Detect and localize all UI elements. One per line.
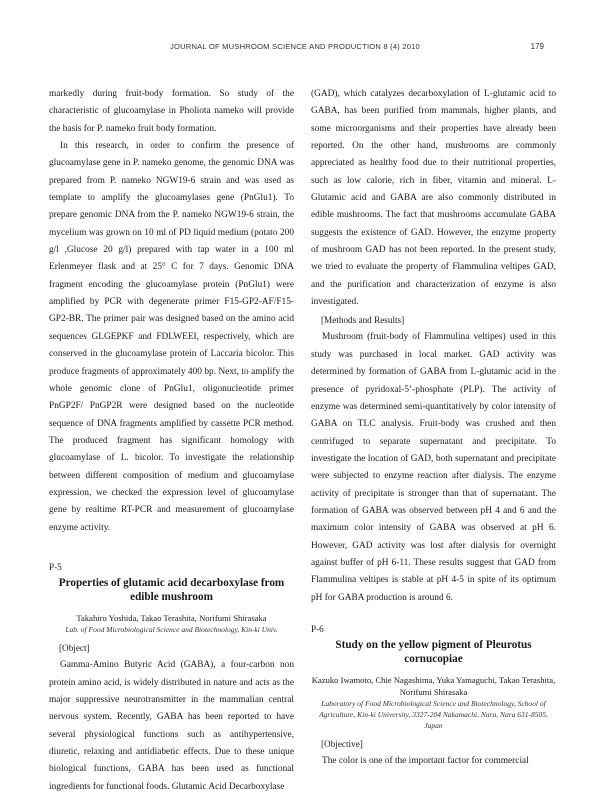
affiliation-p6: Laboratory of Food Microbiological Science and Biotechnology, School of Agriculture, Kin-ki University, 3327-204 Nakamachi, Nara, Nara 631-8505, Japan xyxy=(319,699,548,731)
objective-text: The color is one of the important factor for commercial xyxy=(322,756,529,767)
abstract-title-p5: Properties of glutamic acid decarboxylase from edible mushroom xyxy=(58,577,285,604)
affiliation-p5: Lab. of Food Microbiological Science and Biotechnology, Kin-ki Univ. xyxy=(65,625,278,635)
objective-heading: [Objective] xyxy=(321,739,363,750)
section-id-p5: P-5 xyxy=(49,561,62,572)
journal-title: JOURNAL OF MUSHROOM SCIENCE AND PRODUCTION 8 (4) 2010 xyxy=(170,42,420,51)
left-column xyxy=(49,86,294,796)
authors-p6: Kazuko Iwamoto, Chie Nagashima, Yuka Yamaguchi, Takao Terashita, Norifumi Shirasaka xyxy=(311,675,556,698)
abstract-title-p6: Study on the yellow pigment of Pleurotus cornucopiae xyxy=(335,639,532,666)
page-number: 179 xyxy=(530,42,544,51)
left-paragraph-2: In this research, in order to confirm the presence of glucoamylase gene in P. nameko genome, the genomic DNA was prepared from P. nameko NGW19-6 strain and was used as template to amplify the glucoamylases gene (PnGlu1). To prepare genomic DNA from the P. nameko NGW19-6 strain, the mycelium was grown on 10 ml of PD liquid medium (potato 200 g/l ,Glucose 20 g/l) prepared with tap water in a 100 ml Erlenmeyer flask and at 25° C for 7 days. Genomic DNA fragment encoding the glucoamylase protein (PnGlu1) were amplified by PCR with degenerate primer F15-GP2-AF/F15-GP2-BR. The primer pair was designed based on the amino acid sequences GLGEPKF and FDLWEEI, respectively, which are conserved in the glucoamylase protein of Laccaria bicolor. This produce fragments of approximately 400 bp. Next, to amplify the whole genomic clone of PnGlu1, oligonucleotide primer PnGP2F/ PnGP2R were designed based on the nucleotide sequence of DNA fragments amplified by cassette PCR method. The produced fragment has significant homology with glucoamylase of L. bicolor. To investigate the relationship between different composition of medium and glucoamylase expression, we checked the expression level of glucoamylase gene by realtime RT-PCR and measurement of glucoamylase enzyme activity. xyxy=(49,141,294,533)
object-text: Gamma-Amino Butyric Acid (GABA), a four-carbon non protein amino acid, is widely distributed in nature and acts as the major suppressive neurotransmitter in the mammalian central nervous system. Recently, GABA has been reported to have several physiological functions such as antihypertensive, diuretic, relaxing and antidiabetic effects. Due to these unique biological functions, GABA has been used as functional ingredients for functional foods. Glutamic Acid Decarboxylase xyxy=(49,660,294,792)
methods-text: Mushroom (fruit-body of Flammulina veltipes) used in this study was purchased in local market. GAD activity was determined by formation of GABA from L-glutamic acid in the presence of pyridoxal-5’-phosphate (PLP). The activity of enzyme was determined semi-quantitatively by color intensity of GABA on TLC analysis. Fruit-body was crushed and then centrifuged to separate supernatant and precipitate. To investigate the location of GAD, both supernatant and precipitate were subjected to enzyme reaction after dialysis. The enzyme activity of precipitate is stronger than that of supernatant. The formation of GABA was observed between pH 4 and 6 and the maximum color intensity of GABA was observed at pH 6. However, GAD activity was lost after dialysis for overnight against buffer of pH 6-11. These results suggest that GAD from Flammulina veltipes is stable at pH 4-5 in spite of its optimum pH for GABA production is around 6. xyxy=(311,332,556,603)
object-heading: [Object] xyxy=(59,643,90,654)
right-paragraph-1: (GAD), which catalyzes decarboxylation of L-glutamic acid to GABA, has been purified from mammals, higher plants, and some microorganisms and their properties have already been reported. On the other hand, mushrooms are commonly appreciated as healthy food due to their nutritional properties, such as low calorie, rich in fiber, vitamin and mineral. L-Glutamic acid and GABA are also commonly distributed in edible mushrooms. The fact that mushrooms accumulate GABA suggests the existence of GAD. However, the enzyme property of mushroom GAD has not been reported. In the present study, we tried to evaluate the property of Flammulina veltipes GAD, and the purification and characterization of enzyme is also investigated. xyxy=(311,89,556,308)
right-column xyxy=(311,86,556,771)
methods-heading: [Methods and Results] xyxy=(321,315,405,326)
page-header xyxy=(0,42,600,56)
section-id-p6: P-6 xyxy=(311,623,324,634)
authors-p5: Takahiro Yoshida, Takao Terashita, Norifumi Shirasaka xyxy=(76,613,267,624)
left-paragraph-1: markedly during fruit-body formation. So study of the characteristic of glucoamylase in Pholiota nameko will provide the basis for P. nameko fruit body formation. xyxy=(49,89,294,134)
